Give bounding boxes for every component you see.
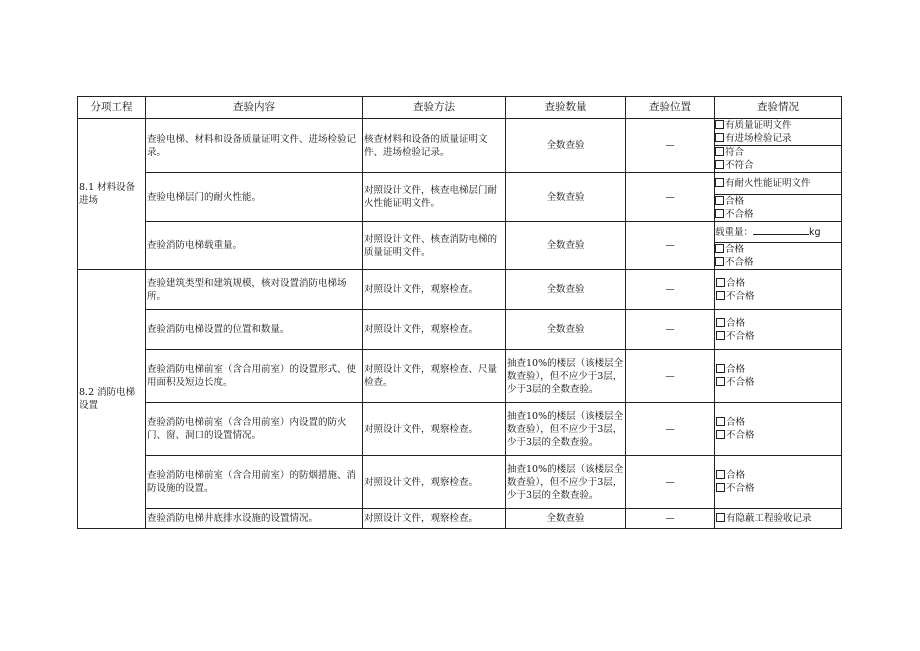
quantity-cell: 全数查验 [506,222,626,270]
position-cell: — [626,270,715,310]
method-cell: 对照设计文件，观察检查。 [363,509,506,529]
position-cell: — [626,509,715,529]
quantity-cell: 抽查10%的楼层（该楼层全数查验），但不应少于3层，少于3层的全数查验。 [506,350,626,403]
result-cell [715,310,842,350]
checkbox-item[interactable]: 合格 [716,277,840,290]
checkbox-item[interactable]: 合格 [715,243,841,256]
load-capacity-field[interactable] [715,225,841,239]
checkbox-icon[interactable] [716,377,725,386]
load-label: 载重量： [715,227,754,238]
inspection-table [77,96,842,529]
content-cell: 查验消防电梯前室（含合用前室）的设置形式、使用面积及短边长度。 [146,350,363,403]
quantity-cell: 抽查10%的楼层（该楼层全数查验），但不应少于3层，少于3层的全数查验。 [506,403,626,456]
checkbox-icon[interactable] [716,470,725,479]
header-position: 查验位置 [626,97,715,119]
result-cell [715,173,842,222]
table-row [78,222,842,270]
result-cell [715,403,842,456]
checkbox-icon[interactable] [715,147,724,156]
section-cell: 8.2 消防电梯设置 [78,270,146,529]
load-unit: kg [809,227,821,238]
checkbox-icon[interactable] [716,417,725,426]
content-cell: 查验建筑类型和建筑规模，核对设置消防电梯场所。 [146,270,363,310]
checkbox-item[interactable]: 有进场检验记录 [715,132,841,145]
position-cell: — [626,350,715,403]
method-cell: 对照设计文件，观察检查。 [363,403,506,456]
checkbox-item[interactable]: 不合格 [716,330,840,343]
checkbox-item[interactable]: 不合格 [716,376,840,389]
header-content: 查验内容 [146,97,363,119]
content-cell: 查验消防电梯设置的位置和数量。 [146,310,363,350]
result-cell [715,270,842,310]
checkbox-icon[interactable] [715,257,724,266]
checkbox-icon[interactable] [716,331,725,340]
result-cell [715,350,842,403]
content-cell: 查验电梯、材料和设备质量证明文件、进场检验记录。 [146,119,363,173]
table-row [78,456,842,509]
checkbox-item[interactable]: 不合格 [716,429,840,442]
method-cell: 对照设计文件，观察检查。 [363,310,506,350]
content-cell: 查验消防电梯前室（含合用前室）内设置的防火门、窗、洞口的设置情况。 [146,403,363,456]
table-row [78,173,842,222]
content-cell: 查验电梯层门的耐火性能。 [146,173,363,222]
content-cell: 查验消防电梯井底排水设施的设置情况。 [146,509,363,529]
quantity-cell: 全数查验 [506,509,626,529]
checkbox-item[interactable]: 合格 [716,469,840,482]
checkbox-item[interactable]: 不符合 [715,159,841,172]
checkbox-item[interactable]: 符合 [715,146,841,159]
checkbox-icon[interactable] [715,120,724,129]
checkbox-icon[interactable] [716,483,725,492]
position-cell: — [626,456,715,509]
table-row [78,350,842,403]
result-cell [715,119,842,173]
header-quantity: 查验数量 [506,97,626,119]
position-cell: — [626,222,715,270]
table-row [78,270,842,310]
position-cell: — [626,310,715,350]
checkbox-item[interactable]: 不合格 [716,482,840,495]
checkbox-icon[interactable] [715,133,724,142]
checkbox-icon[interactable] [715,209,724,218]
table-row [78,310,842,350]
method-cell: 对照设计文件，核查电梯层门耐火性能证明文件。 [363,173,506,222]
checkbox-icon[interactable] [716,291,725,300]
checkbox-item[interactable]: 有耐火性能证明文件 [715,177,841,190]
method-cell: 核查材料和设备的质量证明文件、进场检验记录。 [363,119,506,173]
quantity-cell: 全数查验 [506,270,626,310]
method-cell: 对照设计文件，观察检查。 [363,456,506,509]
header-method: 查验方法 [363,97,506,119]
header-row [78,97,842,119]
quantity-cell: 全数查验 [506,173,626,222]
header-section: 分项工程 [78,97,146,119]
position-cell: — [626,119,715,173]
checkbox-icon[interactable] [716,364,725,373]
position-cell: — [626,173,715,222]
checkbox-item[interactable]: 合格 [716,317,840,330]
content-cell: 查验消防电梯载重量。 [146,222,363,270]
quantity-cell: 全数查验 [506,119,626,173]
checkbox-icon[interactable] [715,196,724,205]
position-cell: — [626,403,715,456]
checkbox-icon[interactable] [715,244,724,253]
quantity-cell: 全数查验 [506,310,626,350]
method-cell: 对照设计文件，观察检查。 [363,270,506,310]
load-input-line[interactable] [753,225,809,235]
checkbox-item[interactable]: 有质量证明文件 [715,119,841,132]
result-cell [715,509,842,529]
checkbox-item[interactable]: 合格 [716,363,840,376]
quantity-cell: 抽查10%的楼层（该楼层全数查验），但不应少于3层，少于3层的全数查验。 [506,456,626,509]
header-result: 查验情况 [715,97,842,119]
checkbox-item[interactable]: 不合格 [715,256,841,269]
result-cell [715,456,842,509]
checkbox-icon[interactable] [715,178,724,187]
section-cell: 8.1 材料设备进场 [78,119,146,270]
result-cell [715,222,842,270]
checkbox-icon[interactable] [716,513,725,522]
checkbox-icon[interactable] [715,160,724,169]
checkbox-item[interactable]: 合格 [716,416,840,429]
checkbox-item[interactable]: 有隐蔽工程验收记录 [716,512,840,525]
checkbox-icon[interactable] [716,318,725,327]
content-cell: 查验消防电梯前室（含合用前室）的防烟措施、消防设施的设置。 [146,456,363,509]
table-row [78,403,842,456]
checkbox-item[interactable]: 不合格 [716,290,840,303]
table-row [78,119,842,173]
checkbox-item[interactable]: 合格 [715,195,841,208]
method-cell: 对照设计文件，观察检查、尺量检查。 [363,350,506,403]
table-row [78,509,842,529]
checkbox-icon[interactable] [716,278,725,287]
checkbox-item[interactable]: 不合格 [715,208,841,221]
method-cell: 对照设计文件、核查消防电梯的质量证明文件。 [363,222,506,270]
checkbox-icon[interactable] [716,430,725,439]
